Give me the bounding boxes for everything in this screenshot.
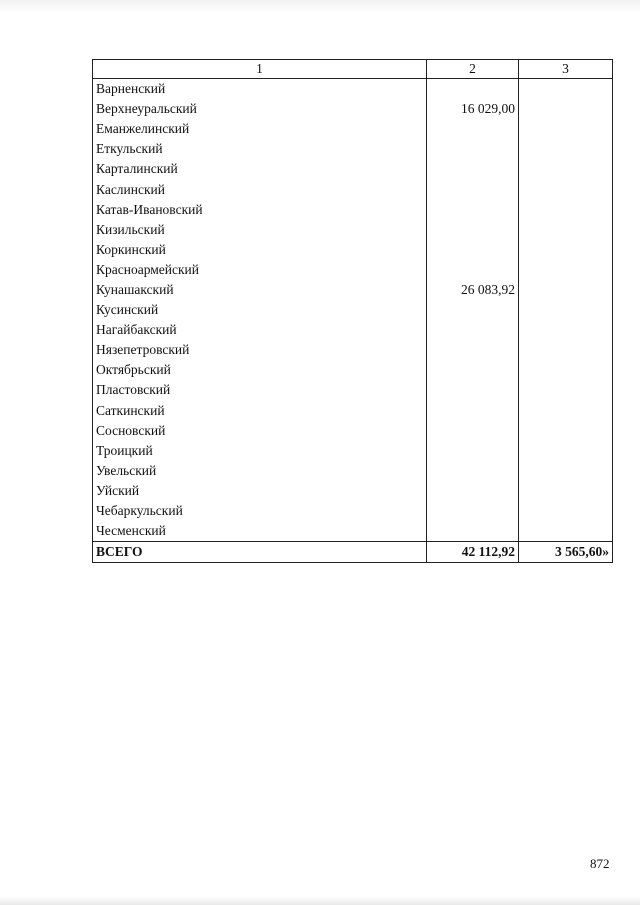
value-column-2 [427,501,519,521]
district-name: Карталинский [93,159,427,179]
table-row [93,240,613,260]
column-header-2: 2 [427,60,519,79]
value-column-3 [519,260,613,280]
table-row [93,380,613,400]
table-row [93,501,613,521]
value-column-2: 16 029,00 [427,99,519,119]
district-name: Нагайбакский [93,320,427,340]
value-column-2 [427,461,519,481]
table-row [93,220,613,240]
district-name: Саткинский [93,401,427,421]
column-header-3: 3 [519,60,613,79]
value-column-2 [427,360,519,380]
value-column-3 [519,200,613,220]
table-header-row [93,60,613,79]
table-row [93,441,613,461]
district-name: Кунашакский [93,280,427,300]
value-column-2 [427,220,519,240]
table-row [93,200,613,220]
value-column-3 [519,300,613,320]
value-column-2 [427,139,519,159]
district-name: Уйский [93,481,427,501]
district-name: Варненский [93,79,427,100]
value-column-3 [519,240,613,260]
value-column-3 [519,280,613,300]
value-column-3 [519,320,613,340]
value-column-3 [519,99,613,119]
district-name: Чесменский [93,521,427,542]
value-column-3 [519,441,613,461]
value-column-2 [427,421,519,441]
municipal-distribution-table [92,59,613,563]
value-column-3 [519,461,613,481]
district-name: Красноармейский [93,260,427,280]
value-column-2 [427,159,519,179]
value-column-2 [427,481,519,501]
district-name: Еманжелинский [93,119,427,139]
table-row [93,521,613,542]
table-row [93,260,613,280]
value-column-2 [427,320,519,340]
table-row [93,139,613,159]
district-name: Чебаркульский [93,501,427,521]
value-column-3 [519,501,613,521]
table-row [93,159,613,179]
value-column-3 [519,340,613,360]
table-row [93,401,613,421]
district-name: Коркинский [93,240,427,260]
district-name: Нязепетровский [93,340,427,360]
value-column-3 [519,139,613,159]
value-column-3 [519,220,613,240]
value-column-3 [519,380,613,400]
value-column-2 [427,240,519,260]
district-name: Каслинский [93,179,427,199]
total-value-column-3: 3 565,60» [519,542,613,563]
value-column-2 [427,260,519,280]
table-row [93,99,613,119]
value-column-2 [427,441,519,461]
value-column-2 [427,380,519,400]
value-column-3 [519,159,613,179]
table-row [93,461,613,481]
district-name: Катав-Ивановский [93,200,427,220]
column-header-1: 1 [93,60,427,79]
table-row [93,421,613,441]
value-column-2: 26 083,92 [427,280,519,300]
table-row [93,320,613,340]
value-column-3 [519,481,613,501]
table-row [93,360,613,380]
table-row [93,300,613,320]
value-column-3 [519,421,613,441]
total-row [93,542,613,563]
value-column-3 [519,179,613,199]
value-column-2 [427,79,519,100]
district-name: Кусинский [93,300,427,320]
value-column-3 [519,79,613,100]
scan-top-shadow [0,0,640,14]
table-row [93,119,613,139]
district-name: Пластовский [93,380,427,400]
district-name: Сосновский [93,421,427,441]
district-name: Кизильский [93,220,427,240]
value-column-2 [427,401,519,421]
value-column-2 [427,200,519,220]
district-name: Верхнеуральский [93,99,427,119]
table-row [93,481,613,501]
table-row [93,79,613,100]
district-name: Троицкий [93,441,427,461]
total-label: ВСЕГО [93,542,427,563]
district-name: Еткульский [93,139,427,159]
value-column-2 [427,300,519,320]
table-row [93,340,613,360]
value-column-2 [427,179,519,199]
scan-bottom-shadow [0,896,640,905]
table-row [93,179,613,199]
value-column-3 [519,360,613,380]
value-column-3 [519,119,613,139]
value-column-2 [427,119,519,139]
total-value-column-2: 42 112,92 [427,542,519,563]
value-column-3 [519,401,613,421]
table-row [93,280,613,300]
district-name: Увельский [93,461,427,481]
page-number: 872 [590,856,610,871]
district-name: Октябрьский [93,360,427,380]
value-column-2 [427,340,519,360]
value-column-3 [519,521,613,542]
value-column-2 [427,521,519,542]
